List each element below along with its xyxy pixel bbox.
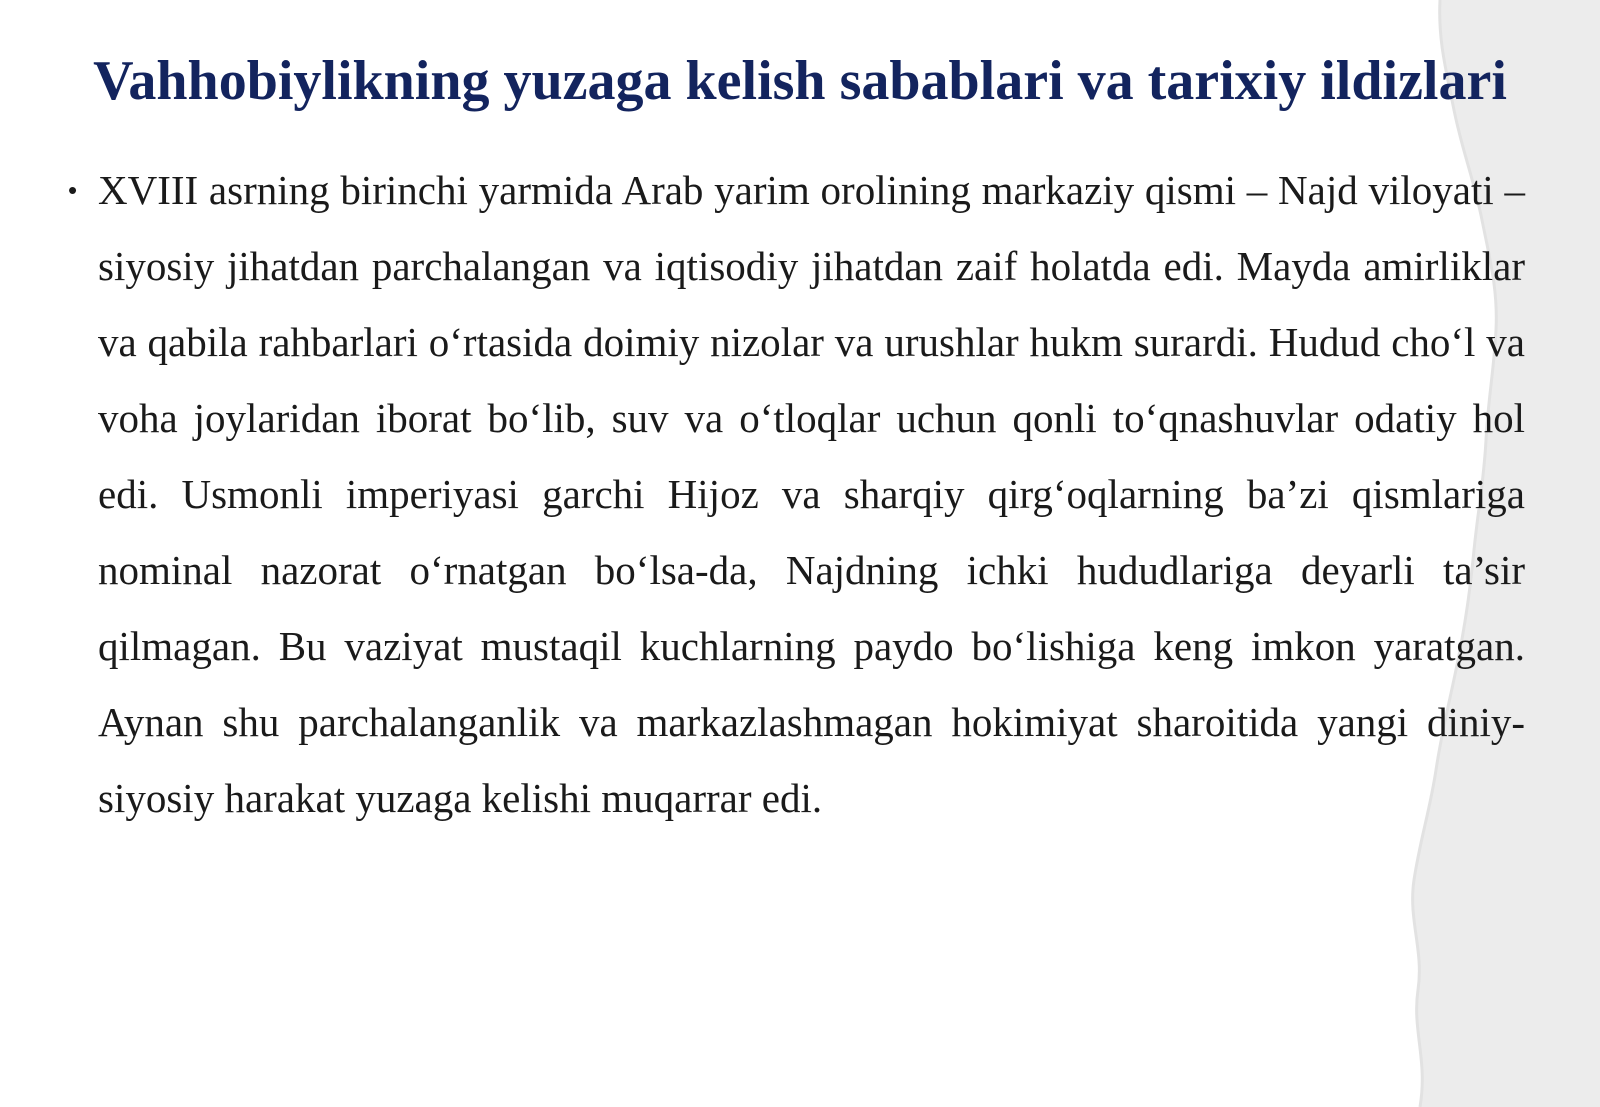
- bullet-mark: •: [68, 175, 78, 205]
- slide-title: Vahhobiylikning yuzaga kelish sabablari va tarixiy ildizlari: [93, 50, 1507, 112]
- bullet-text: XVIII asrning birinchi yarmida Arab yarim orolining markaziy qismi – Najd viloyati – siyosiy jihatdan parchalangan va iqtisodiy jihatdan zaif holatda edi. Mayda amirliklar va qabila rahbarlari o‘rtasida doimiy nizolar va urushlar hukm surardi. Hudud cho‘l va voha joylaridan iborat bo‘lib, suv va o‘tloqlar uchun qonli to‘qnashuvlar odatiy hol edi. Usmonli imperiyasi garchi Hijoz va sharqiy qirg‘oqlarning ba’zi qismlariga nominal nazorat o‘rnatgan bo‘lsa-da, Najdning ichki hududlariga deyarli ta’sir qilmagan. Bu vaziyat mustaqil kuchlarning paydo bo‘lishiga keng imkon yaratgan. Aynan shu parchalanganlik va markazlashmagan hokimiyat sharoitida yangi diniy-siyosiy harakat yuzaga kelishi muqarrar edi.: [98, 167, 1525, 821]
- bullet-list: [68, 152, 1525, 836]
- bullet-item: [68, 152, 1525, 836]
